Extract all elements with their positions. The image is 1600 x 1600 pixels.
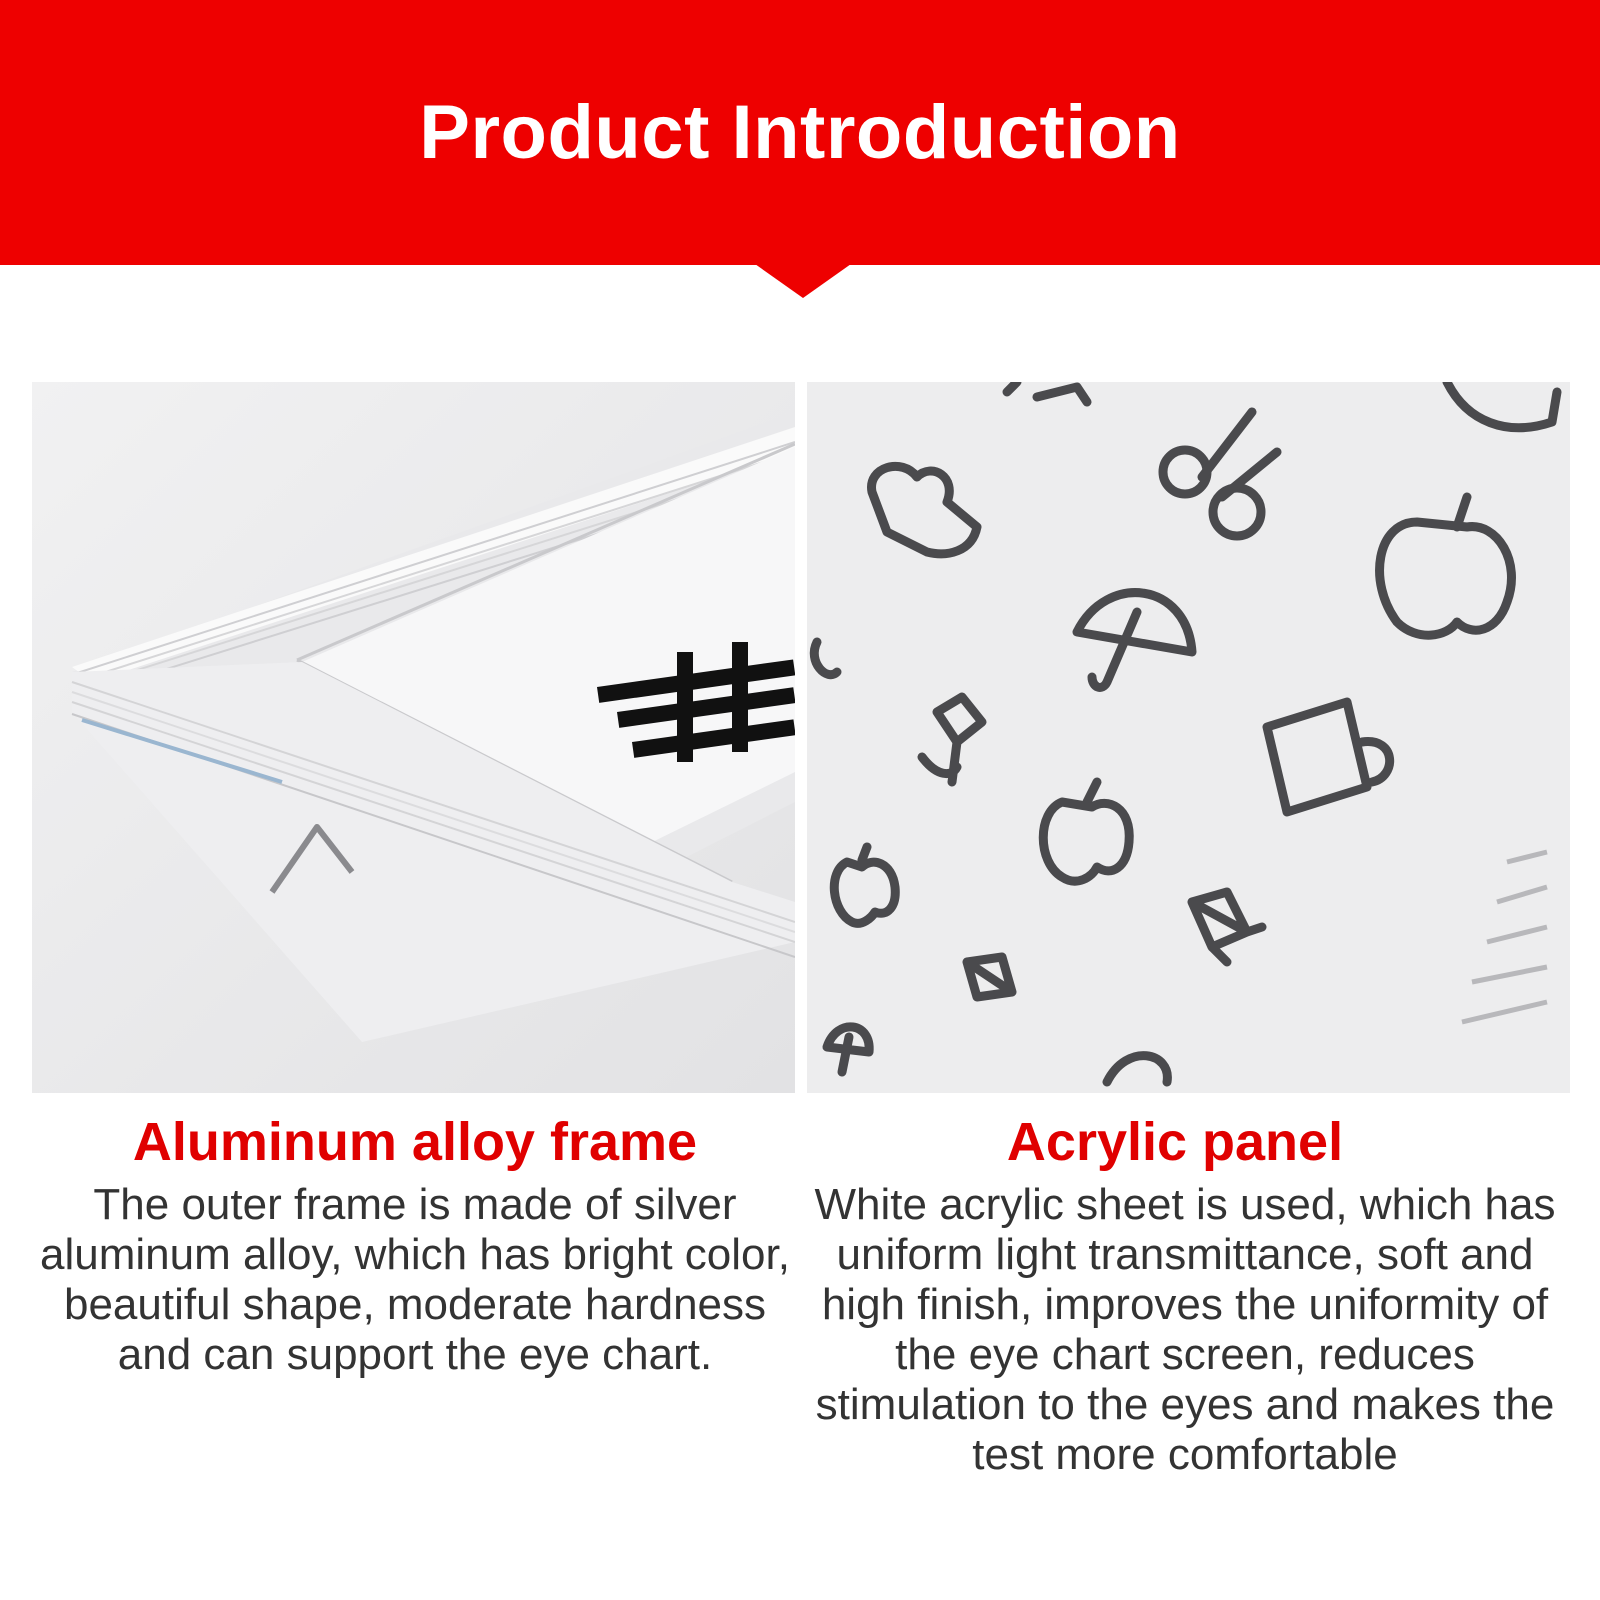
aluminum-frame-photo xyxy=(32,382,795,1093)
acrylic-panel-photo xyxy=(807,382,1570,1093)
feature-description-aluminum: The outer frame is made of silver aluminum alloy, which has bright color, beautiful shape, moderate hardness and can support the eye chart. xyxy=(40,1180,790,1379)
feature-description-acrylic: White acrylic sheet is used, which has uniform light transmittance, soft and high finish, improves the uniformity of the eye chart screen, reduces stimulation to the eyes and makes the test more comfortable xyxy=(814,1180,1556,1479)
feature-title-aluminum: Aluminum alloy frame xyxy=(132,1112,698,1172)
page-title: Product Introduction xyxy=(419,90,1181,175)
banner-notch-arrow xyxy=(755,264,851,298)
house-icon-2 xyxy=(967,957,1012,997)
feature-title-acrylic: Acrylic panel xyxy=(1006,1112,1344,1172)
aluminum-frame-illustration xyxy=(32,382,795,1093)
acrylic-panel-illustration xyxy=(807,382,1570,1093)
